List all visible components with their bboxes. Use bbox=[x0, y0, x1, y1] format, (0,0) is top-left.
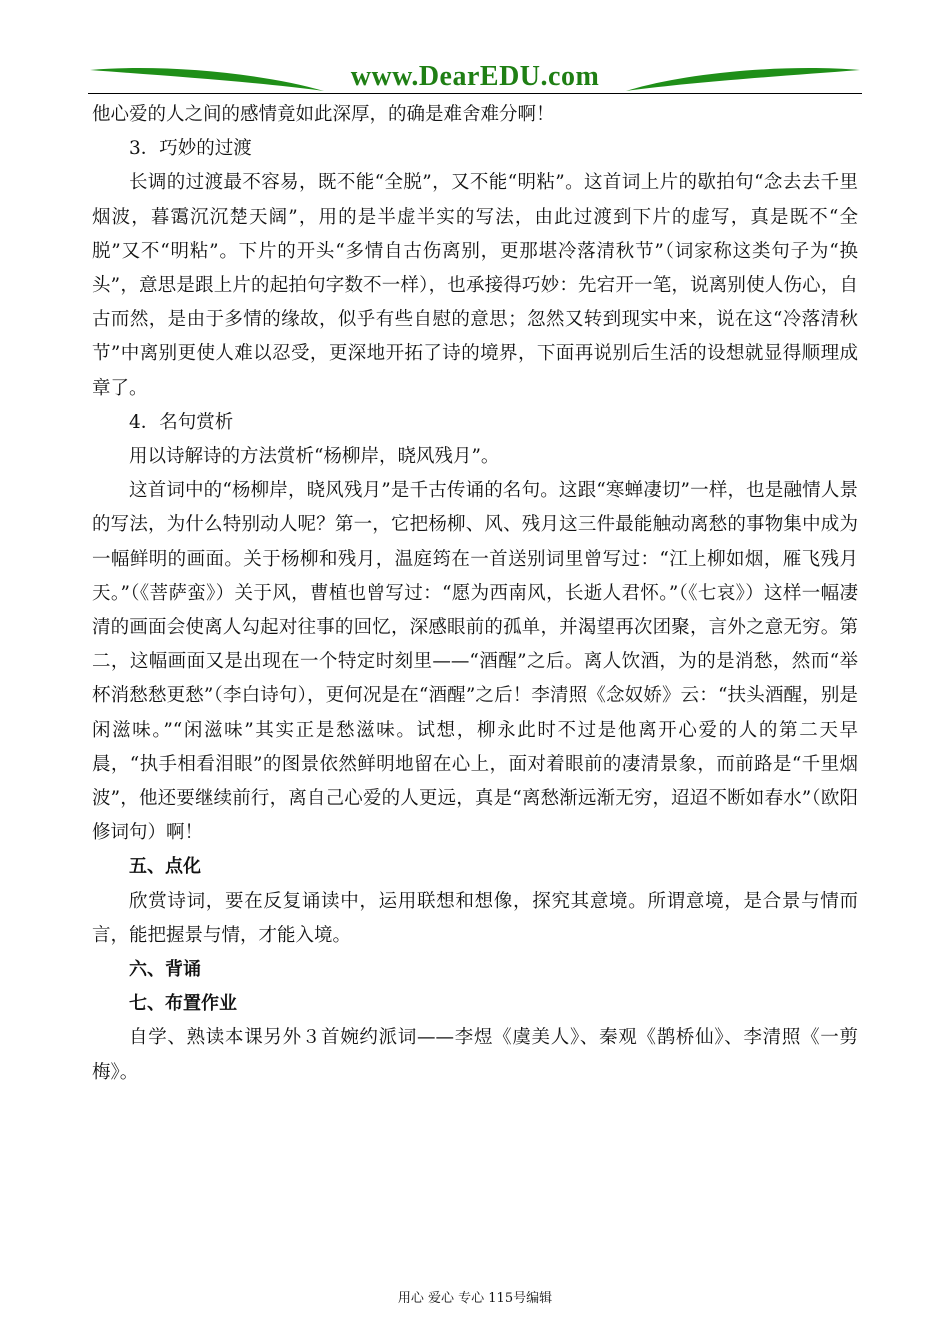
paragraph-appreciation: 欣赏诗词，要在反复诵读中，运用联想和想像，探究其意境。所谓意境，是合景与情而言，能把握景与情，才能入境。 bbox=[92, 890, 858, 946]
paragraph-analysis: 这首词中的“杨柳岸，晓风残月”是千古传诵的名句。这跟“寒蝉凄切”一样，也是融情人景的写法，为什么特别动人呢？第一，它把杨柳、风、残月这三件最能触动离愁的事物集中成为一幅鲜明的画面。关于杨柳和残月，温庭筠在一首送别词里曾写过：“江上柳如烟，雁飞残月天。”（《菩萨蛮》）关于风，曹植也曾写过：“愿为西南风，长逝人君怀。”（《七哀》）这样一幅凄清的画面会使离人勾起对往事的回忆，深感眼前的孤单，并渴望再次团聚，言外之意无穷。第二，这幅画面又是出现在一个特定时刻里——“酒醒”之后。离人饮酒，为的是消愁，然而“举杯消愁愁更愁”（李白诗句），更何况是在“酒醒”之后！李清照《念奴娇》云：“扶头酒醒，别是闲滋味。”“闲滋味”其实正是愁滋味。试想，柳永此时不过是他离开心爱的人的第二天早晨，“执手相看泪眼”的图景依然鲜明地留在心上，面对着眼前的凄清景象，而前路是“千里烟波”，他还要继续前行，离自己心爱的人更远，真是“离愁渐远渐无穷，迢迢不断如春水”（欧阳修词句）啊！ bbox=[92, 480, 858, 844]
paragraph-continuation: 他心爱的人之间的感情竟如此深厚，的确是难舍难分啊！ bbox=[92, 104, 555, 125]
section-heading-6: 六、背诵 bbox=[129, 959, 201, 981]
header-rule bbox=[88, 93, 862, 94]
paragraph-homework: 自学、熟读本课另外３首婉约派词——李煜《虞美人》、秦观《鹊桥仙》、李清照《一剪梅》。 bbox=[92, 1027, 858, 1083]
paragraph-task: 用以诗解诗的方法赏析“杨柳岸，晓风残月”。 bbox=[129, 446, 500, 468]
subheading-transition: 3．巧妙的过渡 bbox=[129, 138, 252, 160]
left-swoosh bbox=[90, 68, 324, 91]
site-header bbox=[88, 58, 862, 94]
subheading-famous-lines: 4．名句赏析 bbox=[129, 411, 234, 433]
site-logo-text[interactable]: www.DearEDU.com bbox=[350, 61, 600, 92]
document-body bbox=[92, 98, 858, 1090]
section-heading-5: 五、点化 bbox=[129, 856, 201, 878]
page-footer: 用心 爱心 专心 115号编辑 bbox=[397, 1291, 553, 1306]
paragraph-transition: 长调的过渡最不容易，既不能“全脱”，又不能“明粘”。这首词上片的歇拍句“念去去千里烟波，暮霭沉沉楚天阔”，用的是半虚半实的写法，由此过渡到下片的虚写，真是既不“全脱”又不“明粘”。下片的开头“多情自古伤离别，更那堪冷落清秋节”（词家称这类句子为“换头”，意思是跟上片的起拍句字数不一样），也承接得巧妙：先宕开一笔，说离别使人伤心，自古而然，是由于多情的缘故，似乎有些自慰的意思；忽然又转到现实中来，说在这“冷落清秋节”中离别更使人难以忍受，更深地开拓了诗的境界，下面再说别后生活的设想就显得顺理成章了。 bbox=[92, 172, 858, 399]
right-swoosh bbox=[626, 68, 860, 91]
section-heading-7: 七、布置作业 bbox=[129, 993, 237, 1015]
